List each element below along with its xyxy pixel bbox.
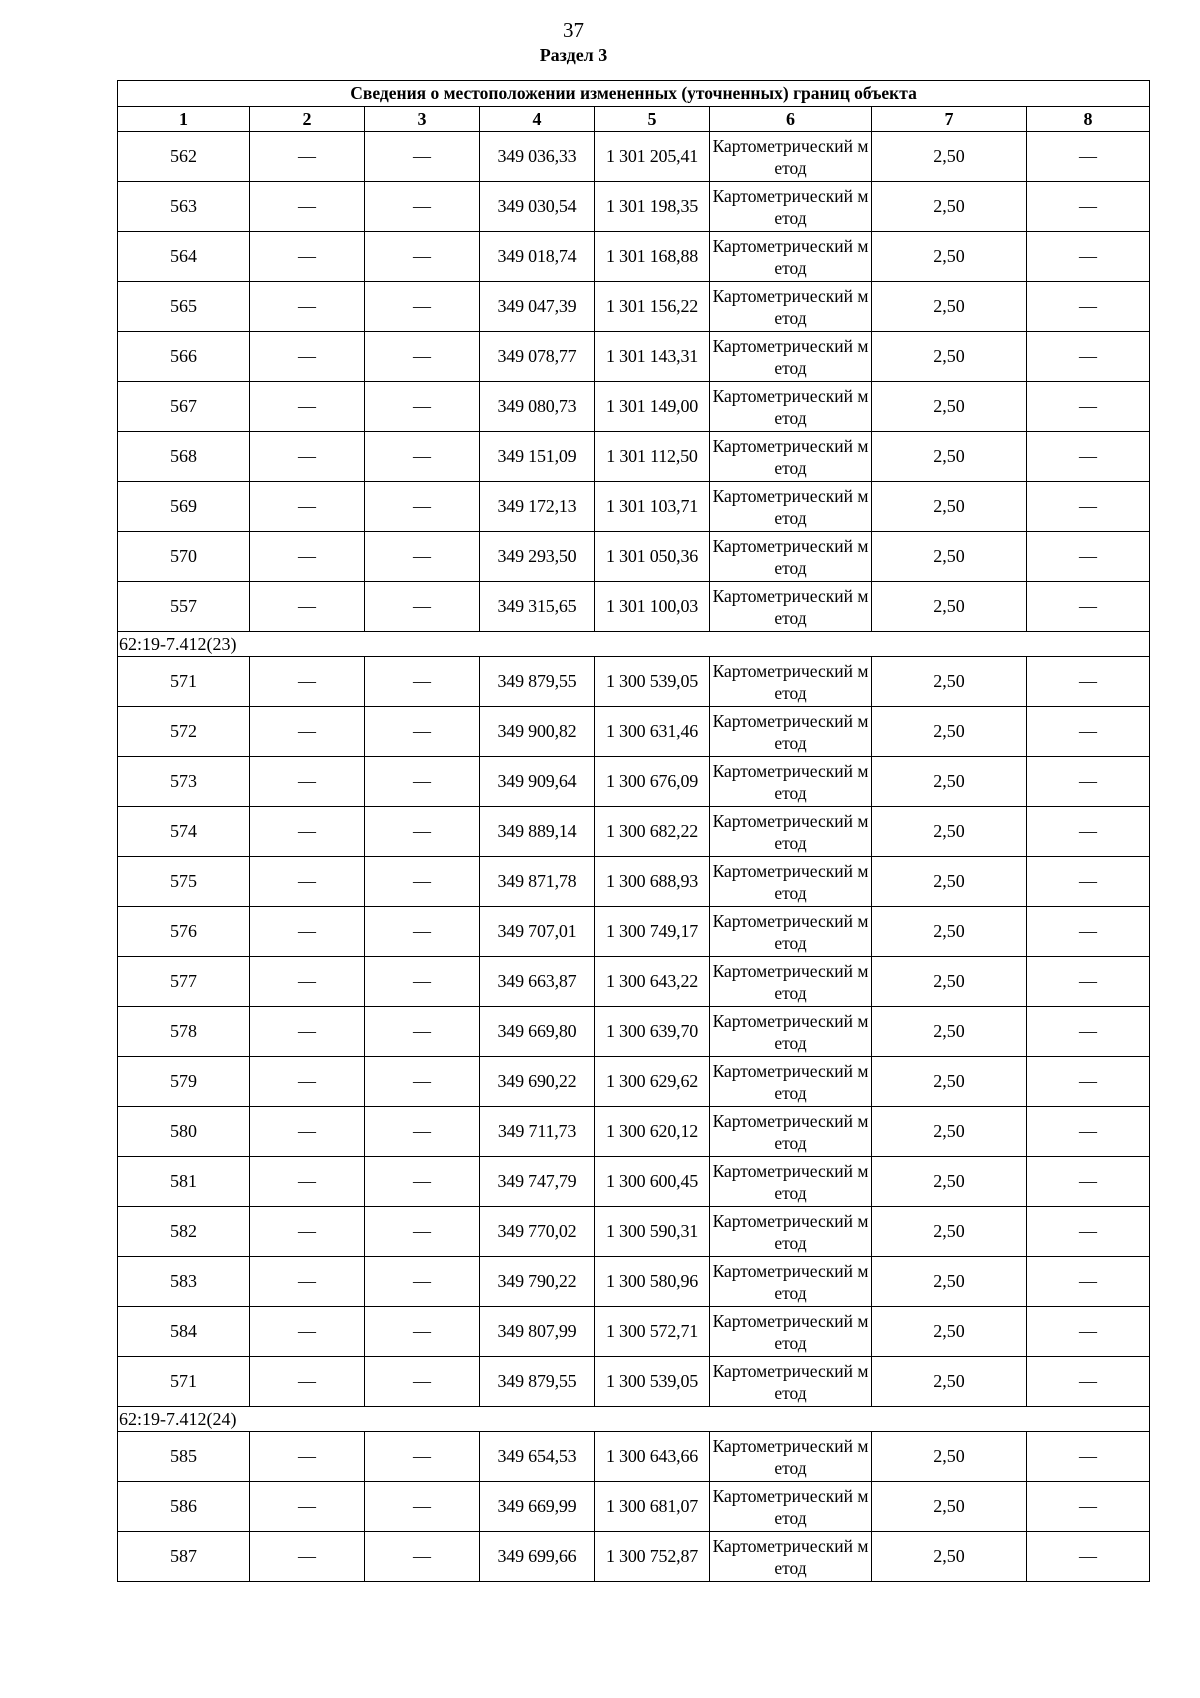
point-number: 566 bbox=[118, 332, 250, 382]
accuracy: 2,50 bbox=[872, 1057, 1027, 1107]
y-coordinate: 1 301 100,03 bbox=[595, 582, 710, 632]
col8-value: — bbox=[1027, 182, 1150, 232]
method: Картометрический метод bbox=[710, 707, 872, 757]
table-row bbox=[118, 1157, 1150, 1207]
col2-value: — bbox=[250, 857, 365, 907]
method: Картометрический метод bbox=[710, 1207, 872, 1257]
point-number: 575 bbox=[118, 857, 250, 907]
col3-value: — bbox=[365, 1357, 480, 1407]
method: Картометрический метод bbox=[710, 1007, 872, 1057]
col3-value: — bbox=[365, 482, 480, 532]
col2-value: — bbox=[250, 1432, 365, 1482]
x-coordinate: 349 047,39 bbox=[480, 282, 595, 332]
accuracy: 2,50 bbox=[872, 232, 1027, 282]
col3-value: — bbox=[365, 182, 480, 232]
method: Картометрический метод bbox=[710, 382, 872, 432]
accuracy: 2,50 bbox=[872, 657, 1027, 707]
col8-value: — bbox=[1027, 332, 1150, 382]
col8-value: — bbox=[1027, 1057, 1150, 1107]
accuracy: 2,50 bbox=[872, 1482, 1027, 1532]
table-row bbox=[118, 532, 1150, 582]
method: Картометрический метод bbox=[710, 1532, 872, 1582]
y-coordinate: 1 300 539,05 bbox=[595, 657, 710, 707]
point-number: 572 bbox=[118, 707, 250, 757]
col3-value: — bbox=[365, 707, 480, 757]
y-coordinate: 1 300 752,87 bbox=[595, 1532, 710, 1582]
y-coordinate: 1 300 676,09 bbox=[595, 757, 710, 807]
col8-value: — bbox=[1027, 1157, 1150, 1207]
section-title: Раздел 3 bbox=[539, 45, 608, 65]
point-number: 557 bbox=[118, 582, 250, 632]
point-number: 570 bbox=[118, 532, 250, 582]
point-number: 576 bbox=[118, 907, 250, 957]
accuracy: 2,50 bbox=[872, 707, 1027, 757]
table-row bbox=[118, 857, 1150, 907]
col3-value: — bbox=[365, 1107, 480, 1157]
table-row bbox=[118, 807, 1150, 857]
col2-value: — bbox=[250, 132, 365, 182]
y-coordinate: 1 301 198,35 bbox=[595, 182, 710, 232]
col2-value: — bbox=[250, 1257, 365, 1307]
col3-value: — bbox=[365, 332, 480, 382]
y-coordinate: 1 301 143,31 bbox=[595, 332, 710, 382]
col8-value: — bbox=[1027, 232, 1150, 282]
accuracy: 2,50 bbox=[872, 282, 1027, 332]
y-coordinate: 1 300 539,05 bbox=[595, 1357, 710, 1407]
method: Картометрический метод bbox=[710, 432, 872, 482]
table-title: Сведения о местоположении измененных (уточненных) границ объекта bbox=[118, 81, 1150, 107]
x-coordinate: 349 711,73 bbox=[480, 1107, 595, 1157]
col2-value: — bbox=[250, 382, 365, 432]
x-coordinate: 349 172,13 bbox=[480, 482, 595, 532]
x-coordinate: 349 807,99 bbox=[480, 1307, 595, 1357]
col3-value: — bbox=[365, 1257, 480, 1307]
x-coordinate: 349 707,01 bbox=[480, 907, 595, 957]
table-row bbox=[118, 1432, 1150, 1482]
col8-value: — bbox=[1027, 1257, 1150, 1307]
method: Картометрический метод bbox=[710, 1107, 872, 1157]
accuracy: 2,50 bbox=[872, 1257, 1027, 1307]
x-coordinate: 349 790,22 bbox=[480, 1257, 595, 1307]
accuracy: 2,50 bbox=[872, 582, 1027, 632]
point-number: 564 bbox=[118, 232, 250, 282]
col3-value: — bbox=[365, 1207, 480, 1257]
col3-value: — bbox=[365, 1532, 480, 1582]
table-row bbox=[118, 1257, 1150, 1307]
y-coordinate: 1 301 205,41 bbox=[595, 132, 710, 182]
col2-value: — bbox=[250, 282, 365, 332]
x-coordinate: 349 669,99 bbox=[480, 1482, 595, 1532]
column-number: 6 bbox=[710, 107, 872, 132]
accuracy: 2,50 bbox=[872, 1007, 1027, 1057]
col3-value: — bbox=[365, 1307, 480, 1357]
method: Картометрический метод bbox=[710, 857, 872, 907]
method: Картометрический метод bbox=[710, 1432, 872, 1482]
col2-value: — bbox=[250, 482, 365, 532]
x-coordinate: 349 879,55 bbox=[480, 657, 595, 707]
y-coordinate: 1 300 631,46 bbox=[595, 707, 710, 757]
x-coordinate: 349 663,87 bbox=[480, 957, 595, 1007]
col2-value: — bbox=[250, 757, 365, 807]
col8-value: — bbox=[1027, 657, 1150, 707]
col8-value: — bbox=[1027, 1007, 1150, 1057]
column-number-row bbox=[118, 107, 1150, 132]
table-row bbox=[118, 1307, 1150, 1357]
table-row bbox=[118, 482, 1150, 532]
col8-value: — bbox=[1027, 1107, 1150, 1157]
y-coordinate: 1 301 156,22 bbox=[595, 282, 710, 332]
point-number: 579 bbox=[118, 1057, 250, 1107]
col3-value: — bbox=[365, 532, 480, 582]
y-coordinate: 1 300 639,70 bbox=[595, 1007, 710, 1057]
col8-value: — bbox=[1027, 1207, 1150, 1257]
col2-value: — bbox=[250, 957, 365, 1007]
point-number: 569 bbox=[118, 482, 250, 532]
method: Картометрический метод bbox=[710, 1307, 872, 1357]
x-coordinate: 349 879,55 bbox=[480, 1357, 595, 1407]
table-row bbox=[118, 1482, 1150, 1532]
point-number: 574 bbox=[118, 807, 250, 857]
accuracy: 2,50 bbox=[872, 382, 1027, 432]
table-row bbox=[118, 957, 1150, 1007]
col2-value: — bbox=[250, 707, 365, 757]
accuracy: 2,50 bbox=[872, 332, 1027, 382]
col8-value: — bbox=[1027, 282, 1150, 332]
point-number: 562 bbox=[118, 132, 250, 182]
point-number: 578 bbox=[118, 1007, 250, 1057]
x-coordinate: 349 699,66 bbox=[480, 1532, 595, 1582]
point-number: 581 bbox=[118, 1157, 250, 1207]
table-row bbox=[118, 1207, 1150, 1257]
col8-value: — bbox=[1027, 807, 1150, 857]
table-row bbox=[118, 1107, 1150, 1157]
col3-value: — bbox=[365, 807, 480, 857]
col8-value: — bbox=[1027, 432, 1150, 482]
method: Картометрический метод bbox=[710, 582, 872, 632]
table-row bbox=[118, 1007, 1150, 1057]
point-number: 571 bbox=[118, 657, 250, 707]
parcel-group-label: 62:19-7.412(24) bbox=[118, 1407, 1150, 1432]
accuracy: 2,50 bbox=[872, 857, 1027, 907]
col8-value: — bbox=[1027, 382, 1150, 432]
accuracy: 2,50 bbox=[872, 1157, 1027, 1207]
y-coordinate: 1 300 629,62 bbox=[595, 1057, 710, 1107]
col3-value: — bbox=[365, 857, 480, 907]
y-coordinate: 1 300 590,31 bbox=[595, 1207, 710, 1257]
table-row bbox=[118, 282, 1150, 332]
column-number: 7 bbox=[872, 107, 1027, 132]
accuracy: 2,50 bbox=[872, 1532, 1027, 1582]
table-row bbox=[118, 1357, 1150, 1407]
col8-value: — bbox=[1027, 132, 1150, 182]
table-row bbox=[118, 382, 1150, 432]
x-coordinate: 349 900,82 bbox=[480, 707, 595, 757]
accuracy: 2,50 bbox=[872, 957, 1027, 1007]
accuracy: 2,50 bbox=[872, 182, 1027, 232]
accuracy: 2,50 bbox=[872, 1432, 1027, 1482]
x-coordinate: 349 747,79 bbox=[480, 1157, 595, 1207]
column-number: 8 bbox=[1027, 107, 1150, 132]
column-number: 4 bbox=[480, 107, 595, 132]
col2-value: — bbox=[250, 1157, 365, 1207]
point-number: 582 bbox=[118, 1207, 250, 1257]
method: Картометрический метод bbox=[710, 1482, 872, 1532]
accuracy: 2,50 bbox=[872, 432, 1027, 482]
point-number: 565 bbox=[118, 282, 250, 332]
accuracy: 2,50 bbox=[872, 1107, 1027, 1157]
method: Картометрический метод bbox=[710, 757, 872, 807]
x-coordinate: 349 889,14 bbox=[480, 807, 595, 857]
col3-value: — bbox=[365, 1157, 480, 1207]
col2-value: — bbox=[250, 432, 365, 482]
accuracy: 2,50 bbox=[872, 1307, 1027, 1357]
point-number: 587 bbox=[118, 1532, 250, 1582]
col2-value: — bbox=[250, 532, 365, 582]
y-coordinate: 1 300 681,07 bbox=[595, 1482, 710, 1532]
x-coordinate: 349 315,65 bbox=[480, 582, 595, 632]
group-row bbox=[118, 1407, 1150, 1432]
col8-value: — bbox=[1027, 1357, 1150, 1407]
col2-value: — bbox=[250, 1307, 365, 1357]
y-coordinate: 1 301 050,36 bbox=[595, 532, 710, 582]
col2-value: — bbox=[250, 907, 365, 957]
y-coordinate: 1 300 600,45 bbox=[595, 1157, 710, 1207]
accuracy: 2,50 bbox=[872, 1207, 1027, 1257]
y-coordinate: 1 300 682,22 bbox=[595, 807, 710, 857]
col8-value: — bbox=[1027, 957, 1150, 1007]
x-coordinate: 349 036,33 bbox=[480, 132, 595, 182]
col8-value: — bbox=[1027, 707, 1150, 757]
col3-value: — bbox=[365, 657, 480, 707]
table-row bbox=[118, 332, 1150, 382]
y-coordinate: 1 301 168,88 bbox=[595, 232, 710, 282]
accuracy: 2,50 bbox=[872, 482, 1027, 532]
col3-value: — bbox=[365, 1057, 480, 1107]
table-row bbox=[118, 907, 1150, 957]
col8-value: — bbox=[1027, 1432, 1150, 1482]
method: Картометрический метод bbox=[710, 482, 872, 532]
table-row bbox=[118, 232, 1150, 282]
col2-value: — bbox=[250, 332, 365, 382]
x-coordinate: 349 871,78 bbox=[480, 857, 595, 907]
x-coordinate: 349 690,22 bbox=[480, 1057, 595, 1107]
col2-value: — bbox=[250, 582, 365, 632]
method: Картометрический метод bbox=[710, 1057, 872, 1107]
method: Картометрический метод bbox=[710, 532, 872, 582]
table-body bbox=[118, 132, 1150, 1582]
method: Картометрический метод bbox=[710, 1357, 872, 1407]
accuracy: 2,50 bbox=[872, 1357, 1027, 1407]
col2-value: — bbox=[250, 1357, 365, 1407]
method: Картометрический метод bbox=[710, 1257, 872, 1307]
x-coordinate: 349 018,74 bbox=[480, 232, 595, 282]
col8-value: — bbox=[1027, 1482, 1150, 1532]
col8-value: — bbox=[1027, 532, 1150, 582]
method: Картометрический метод bbox=[710, 332, 872, 382]
point-number: 573 bbox=[118, 757, 250, 807]
col8-value: — bbox=[1027, 1532, 1150, 1582]
col2-value: — bbox=[250, 807, 365, 857]
x-coordinate: 349 669,80 bbox=[480, 1007, 595, 1057]
col3-value: — bbox=[365, 282, 480, 332]
method: Картометрический метод bbox=[710, 957, 872, 1007]
col2-value: — bbox=[250, 1482, 365, 1532]
col2-value: — bbox=[250, 232, 365, 282]
column-number: 2 bbox=[250, 107, 365, 132]
x-coordinate: 349 080,73 bbox=[480, 382, 595, 432]
table-row bbox=[118, 707, 1150, 757]
col3-value: — bbox=[365, 1007, 480, 1057]
method: Картометрический метод bbox=[710, 282, 872, 332]
col3-value: — bbox=[365, 232, 480, 282]
col8-value: — bbox=[1027, 1307, 1150, 1357]
point-number: 568 bbox=[118, 432, 250, 482]
table-row bbox=[118, 757, 1150, 807]
x-coordinate: 349 293,50 bbox=[480, 532, 595, 582]
accuracy: 2,50 bbox=[872, 132, 1027, 182]
col3-value: — bbox=[365, 582, 480, 632]
x-coordinate: 349 770,02 bbox=[480, 1207, 595, 1257]
col3-value: — bbox=[365, 1482, 480, 1532]
column-number: 5 bbox=[595, 107, 710, 132]
boundary-table bbox=[117, 80, 1150, 1582]
y-coordinate: 1 300 620,12 bbox=[595, 1107, 710, 1157]
point-number: 563 bbox=[118, 182, 250, 232]
method: Картометрический метод bbox=[710, 232, 872, 282]
page-number: 37 bbox=[563, 18, 584, 42]
column-number: 1 bbox=[118, 107, 250, 132]
col8-value: — bbox=[1027, 757, 1150, 807]
col2-value: — bbox=[250, 657, 365, 707]
col8-value: — bbox=[1027, 907, 1150, 957]
table-row bbox=[118, 432, 1150, 482]
accuracy: 2,50 bbox=[872, 907, 1027, 957]
method: Картометрический метод bbox=[710, 182, 872, 232]
col3-value: — bbox=[365, 757, 480, 807]
col3-value: — bbox=[365, 1432, 480, 1482]
x-coordinate: 349 030,54 bbox=[480, 182, 595, 232]
point-number: 586 bbox=[118, 1482, 250, 1532]
col2-value: — bbox=[250, 1057, 365, 1107]
method: Картометрический метод bbox=[710, 907, 872, 957]
col3-value: — bbox=[365, 382, 480, 432]
x-coordinate: 349 078,77 bbox=[480, 332, 595, 382]
point-number: 567 bbox=[118, 382, 250, 432]
col2-value: — bbox=[250, 182, 365, 232]
col3-value: — bbox=[365, 957, 480, 1007]
y-coordinate: 1 300 580,96 bbox=[595, 1257, 710, 1307]
col8-value: — bbox=[1027, 482, 1150, 532]
y-coordinate: 1 300 688,93 bbox=[595, 857, 710, 907]
y-coordinate: 1 300 749,17 bbox=[595, 907, 710, 957]
point-number: 580 bbox=[118, 1107, 250, 1157]
point-number: 583 bbox=[118, 1257, 250, 1307]
col3-value: — bbox=[365, 432, 480, 482]
col8-value: — bbox=[1027, 857, 1150, 907]
col2-value: — bbox=[250, 1207, 365, 1257]
parcel-group-label: 62:19-7.412(23) bbox=[118, 632, 1150, 657]
table-row bbox=[118, 182, 1150, 232]
x-coordinate: 349 654,53 bbox=[480, 1432, 595, 1482]
col8-value: — bbox=[1027, 582, 1150, 632]
y-coordinate: 1 301 149,00 bbox=[595, 382, 710, 432]
table-row bbox=[118, 1532, 1150, 1582]
method: Картометрический метод bbox=[710, 807, 872, 857]
col3-value: — bbox=[365, 132, 480, 182]
y-coordinate: 1 300 572,71 bbox=[595, 1307, 710, 1357]
method: Картометрический метод bbox=[710, 1157, 872, 1207]
table-row bbox=[118, 132, 1150, 182]
y-coordinate: 1 300 643,22 bbox=[595, 957, 710, 1007]
point-number: 577 bbox=[118, 957, 250, 1007]
col2-value: — bbox=[250, 1532, 365, 1582]
accuracy: 2,50 bbox=[872, 807, 1027, 857]
col3-value: — bbox=[365, 907, 480, 957]
point-number: 585 bbox=[118, 1432, 250, 1482]
y-coordinate: 1 301 103,71 bbox=[595, 482, 710, 532]
col2-value: — bbox=[250, 1107, 365, 1157]
accuracy: 2,50 bbox=[872, 532, 1027, 582]
col2-value: — bbox=[250, 1007, 365, 1057]
group-row bbox=[118, 632, 1150, 657]
point-number: 571 bbox=[118, 1357, 250, 1407]
table-row bbox=[118, 1057, 1150, 1107]
point-number: 584 bbox=[118, 1307, 250, 1357]
accuracy: 2,50 bbox=[872, 757, 1027, 807]
x-coordinate: 349 909,64 bbox=[480, 757, 595, 807]
table-title-row bbox=[118, 81, 1150, 107]
column-number: 3 bbox=[365, 107, 480, 132]
table-row bbox=[118, 582, 1150, 632]
table-row bbox=[118, 657, 1150, 707]
method: Картометрический метод bbox=[710, 132, 872, 182]
y-coordinate: 1 301 112,50 bbox=[595, 432, 710, 482]
y-coordinate: 1 300 643,66 bbox=[595, 1432, 710, 1482]
method: Картометрический метод bbox=[710, 657, 872, 707]
x-coordinate: 349 151,09 bbox=[480, 432, 595, 482]
